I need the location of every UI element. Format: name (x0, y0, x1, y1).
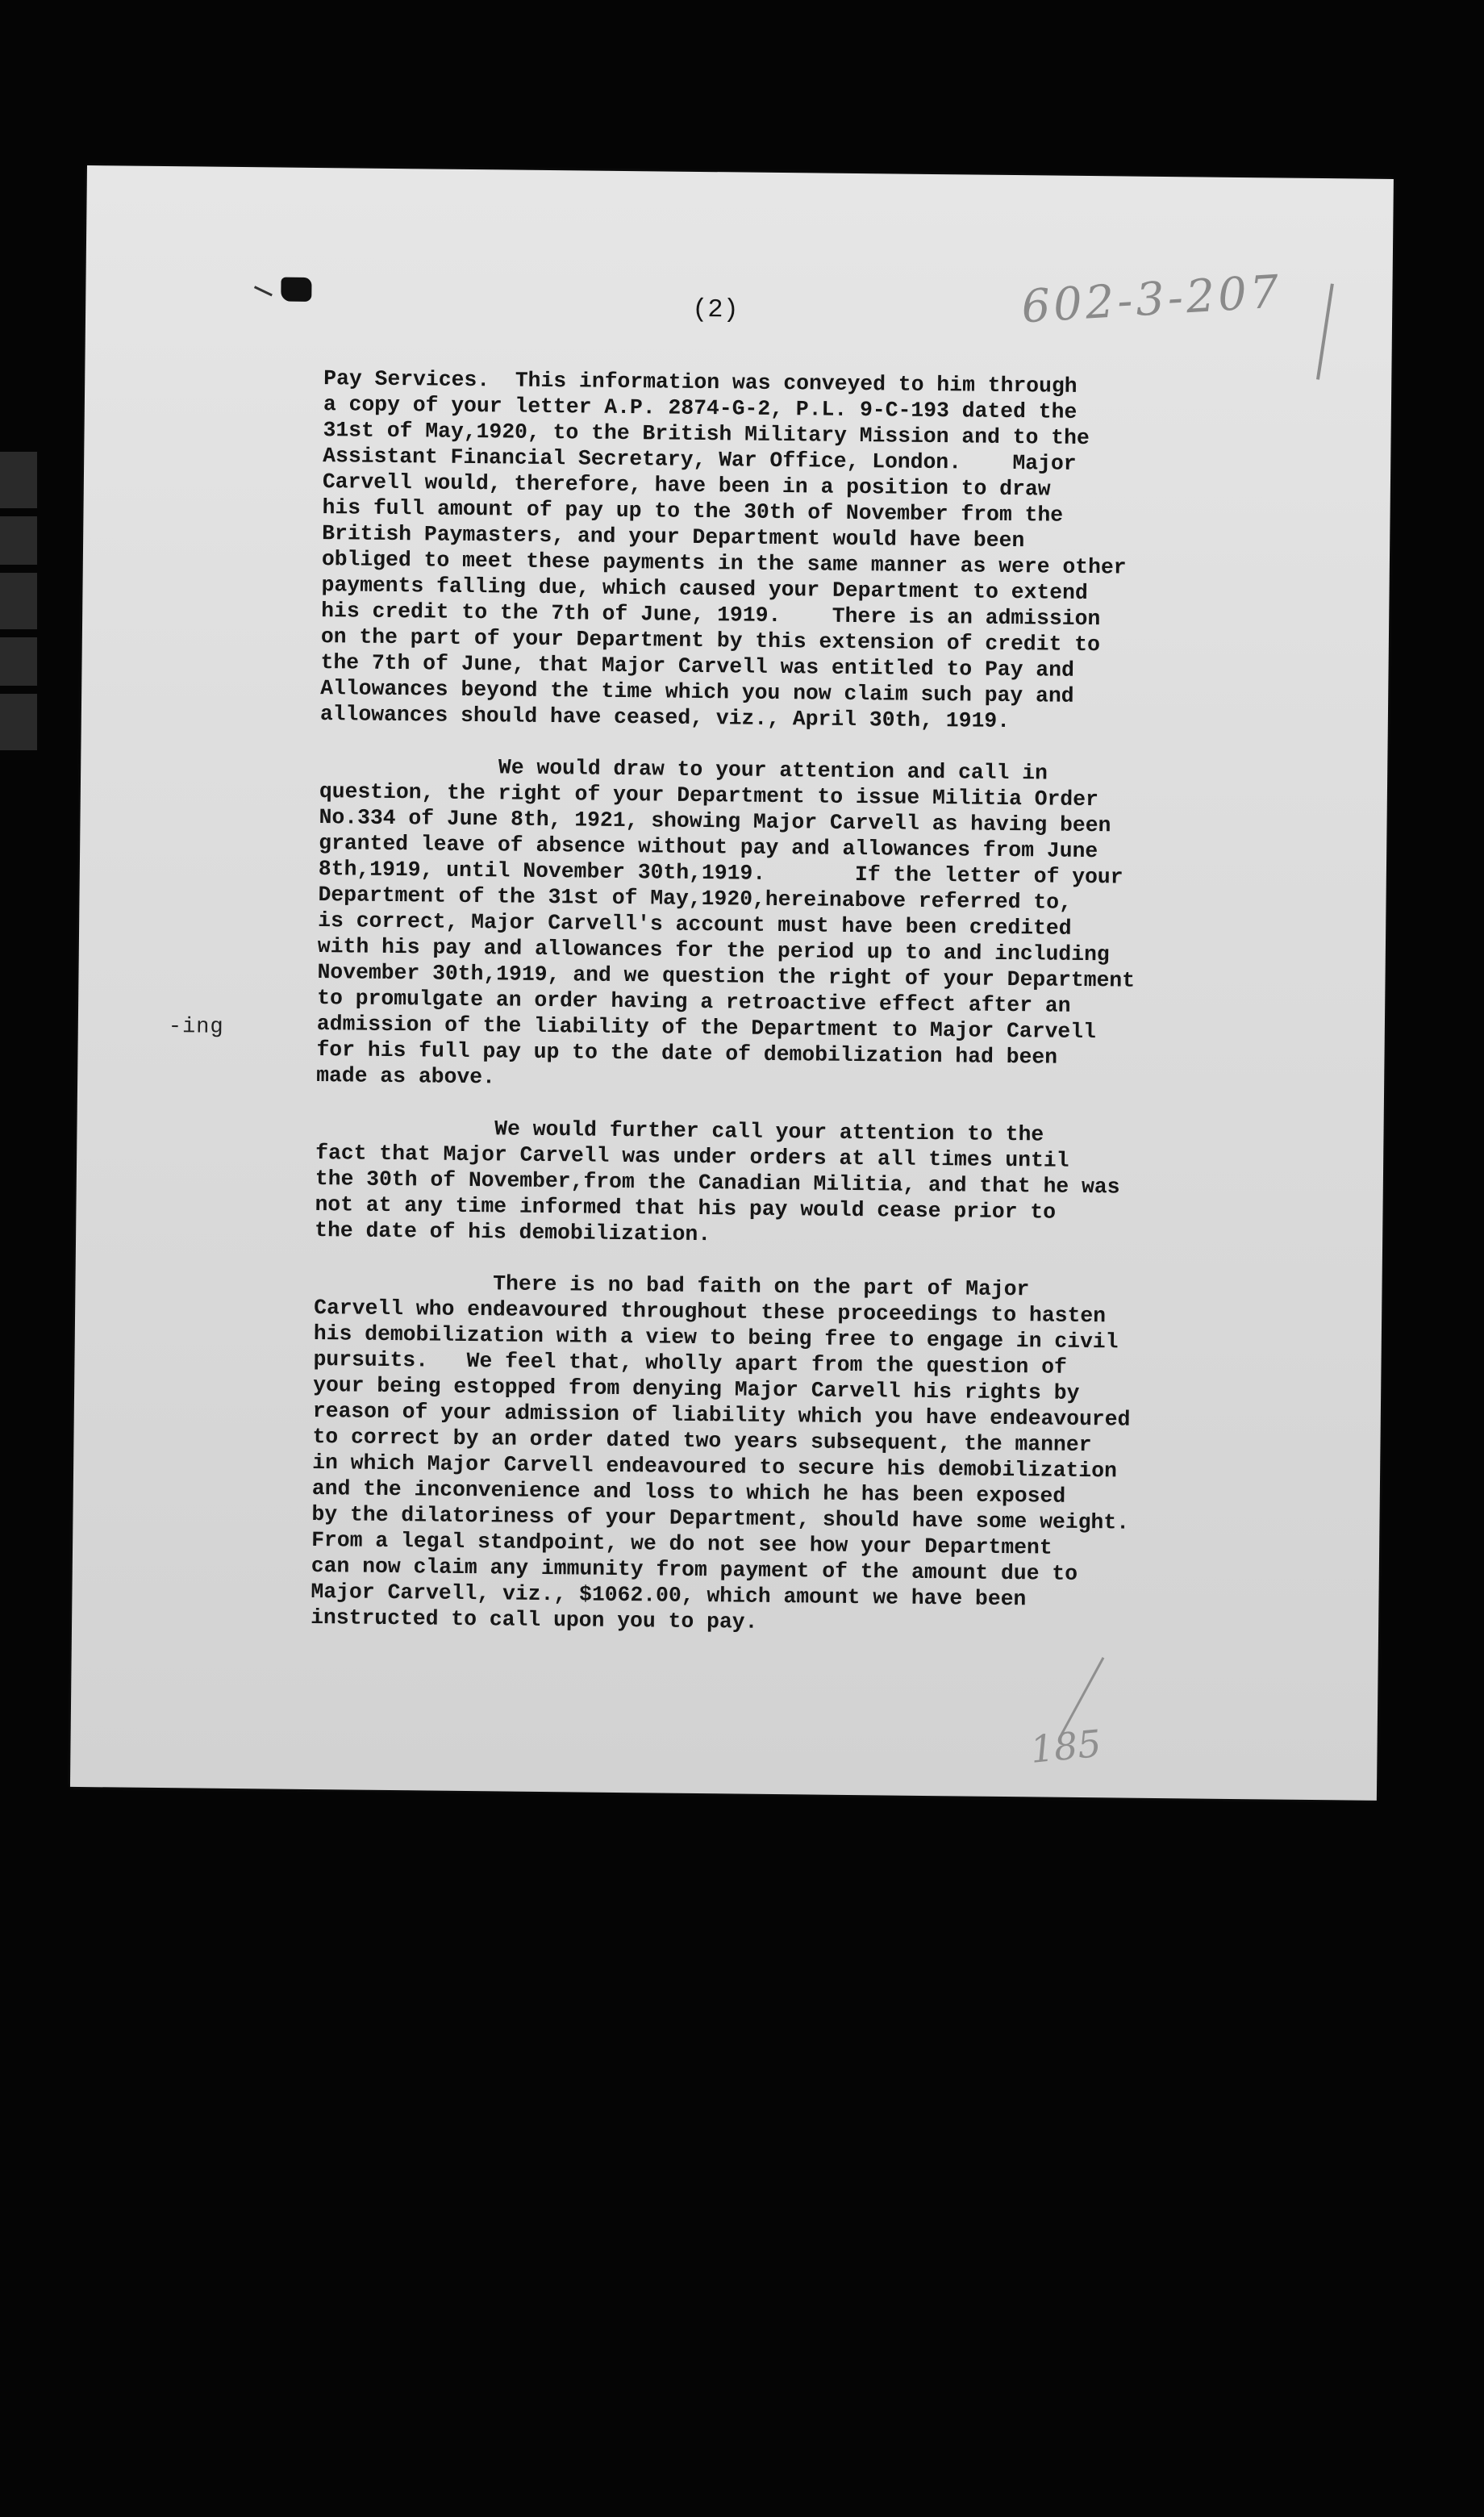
paragraph-under-orders (315, 1114, 1332, 1254)
text-line: Assistant Financial Secretary, War Office, London. Major (323, 444, 1077, 476)
paragraph-militia-order (316, 753, 1336, 1099)
film-edge-stripe (0, 637, 37, 686)
text-line: obliged to meet these payments in the same manner as were other (321, 547, 1127, 580)
film-edge-stripe (0, 573, 37, 629)
text-line: can now claim any immunity from payment of the amount due to (311, 1554, 1078, 1586)
text-line: From a legal standpoint, we do not see how your Department (311, 1528, 1053, 1560)
text-line: a copy of your letter A.P. 2874-G-2, P.L. 9-C-193 dated the (323, 392, 1078, 424)
text-line: allowances should have ceased, viz., April 30th, 1919. (319, 702, 1011, 734)
text-line: November 30th,1919, and we question the right of your Department (317, 960, 1136, 993)
text-line: on the part of your Department by this extension of credit to (320, 624, 1101, 657)
text-line: to correct by an order dated two years subsequent, the manner (312, 1425, 1092, 1458)
ink-blot (281, 278, 311, 302)
text-line: the 30th of November,from the Canadian Militia, and that he was (315, 1167, 1120, 1200)
text-line: question, the right of your Department to issue Militia Order (319, 779, 1099, 812)
text-line: Department of the 31st of May,1920,hereinabove referred to, (318, 883, 1073, 915)
film-edge-stripe (0, 694, 37, 750)
text-line: and the inconvenience and loss to which he has been exposed (311, 1476, 1066, 1509)
text-line: pursuits. We feel that, wholly apart from the question of (313, 1347, 1068, 1380)
text-line: Pay Services. This information was conveyed to him through (323, 366, 1078, 399)
margin-note: -ing (168, 1015, 224, 1040)
text-line: British Paymasters, and your Department would have been (322, 521, 1025, 553)
text-line: his demobilization with a view to being free to engage in civil (313, 1321, 1119, 1355)
text-line: your being estopped from denying Major Carvell his rights by (313, 1373, 1080, 1405)
text-line: reason of your admission of liability which you have endeavoured (312, 1399, 1131, 1432)
text-line: Major Carvell, viz., $1062.00, which amount we have been (311, 1580, 1027, 1612)
text-line: in which Major Carvell endeavoured to secure his demobilization (312, 1451, 1118, 1484)
text-line: Carvell would, therefore, have been in a position to draw (322, 470, 1051, 502)
text-line: There is no bad faith on the part of Major (314, 1270, 1030, 1302)
text-line: his full amount of pay up to the 30th of November from the (322, 495, 1064, 528)
archive-handwritten-number: 602-3-207 (1019, 265, 1284, 334)
film-edge-stripe (0, 516, 37, 565)
film-edge-stripe (0, 452, 37, 508)
text-line: to promulgate an order having a retroactive effect after an (317, 986, 1071, 1018)
text-line: payments falling due, which caused your Department to extend (321, 573, 1088, 606)
document-page (70, 165, 1394, 1801)
page-number: (2) (691, 294, 739, 325)
text-line: We would further call your attention to the (315, 1115, 1044, 1147)
text-line: the date of his demobilization. (315, 1218, 711, 1247)
text-line: granted leave of absence without pay and allowances from June (319, 831, 1098, 864)
text-line: by the dilatoriness of your Department, should have some weight. (311, 1502, 1130, 1535)
text-line: not at any time informed that his pay would cease prior to (315, 1192, 1057, 1225)
text-line: instructed to call upon you to pay. (311, 1605, 758, 1634)
text-line: fact that Major Carvell was under orders at all times until (315, 1141, 1069, 1173)
text-line: 31st of May,1920, to the British Military Mission and to the (323, 418, 1090, 451)
text-line: We would draw to your attention and call in (319, 753, 1048, 786)
text-line: No.334 of June 8th, 1921, showing Major Carvell as having been (319, 805, 1111, 838)
text-line: his credit to the 7th of June, 1919. There is an admission (321, 599, 1101, 632)
archive-bracket-stroke (1316, 283, 1334, 379)
folio-number: 185 (1028, 1721, 1103, 1772)
text-line: Carvell who endeavoured throughout these proceedings to hasten (314, 1296, 1107, 1329)
letter-body (311, 365, 1340, 1641)
text-line: Allowances beyond the time which you now claim such pay and (320, 676, 1074, 708)
text-line: with his pay and allowances for the period up to and including (317, 934, 1110, 967)
text-line: admission of the liability of the Department to Major Carvell (316, 1012, 1097, 1045)
text-line: the 7th of June, that Major Carvell was entitled to Pay and (320, 650, 1075, 682)
text-line: is correct, Major Carvell's account must have been credited (318, 908, 1072, 941)
margin-mark (254, 286, 273, 296)
text-line: for his full pay up to the date of demobilization had been (316, 1037, 1058, 1070)
text-line: 8th,1919, until November 30th,1919. If the letter of your (318, 857, 1123, 890)
text-line: made as above. (316, 1063, 496, 1090)
paragraph-pay-services (320, 365, 1340, 737)
paragraph-good-faith (311, 1269, 1331, 1641)
